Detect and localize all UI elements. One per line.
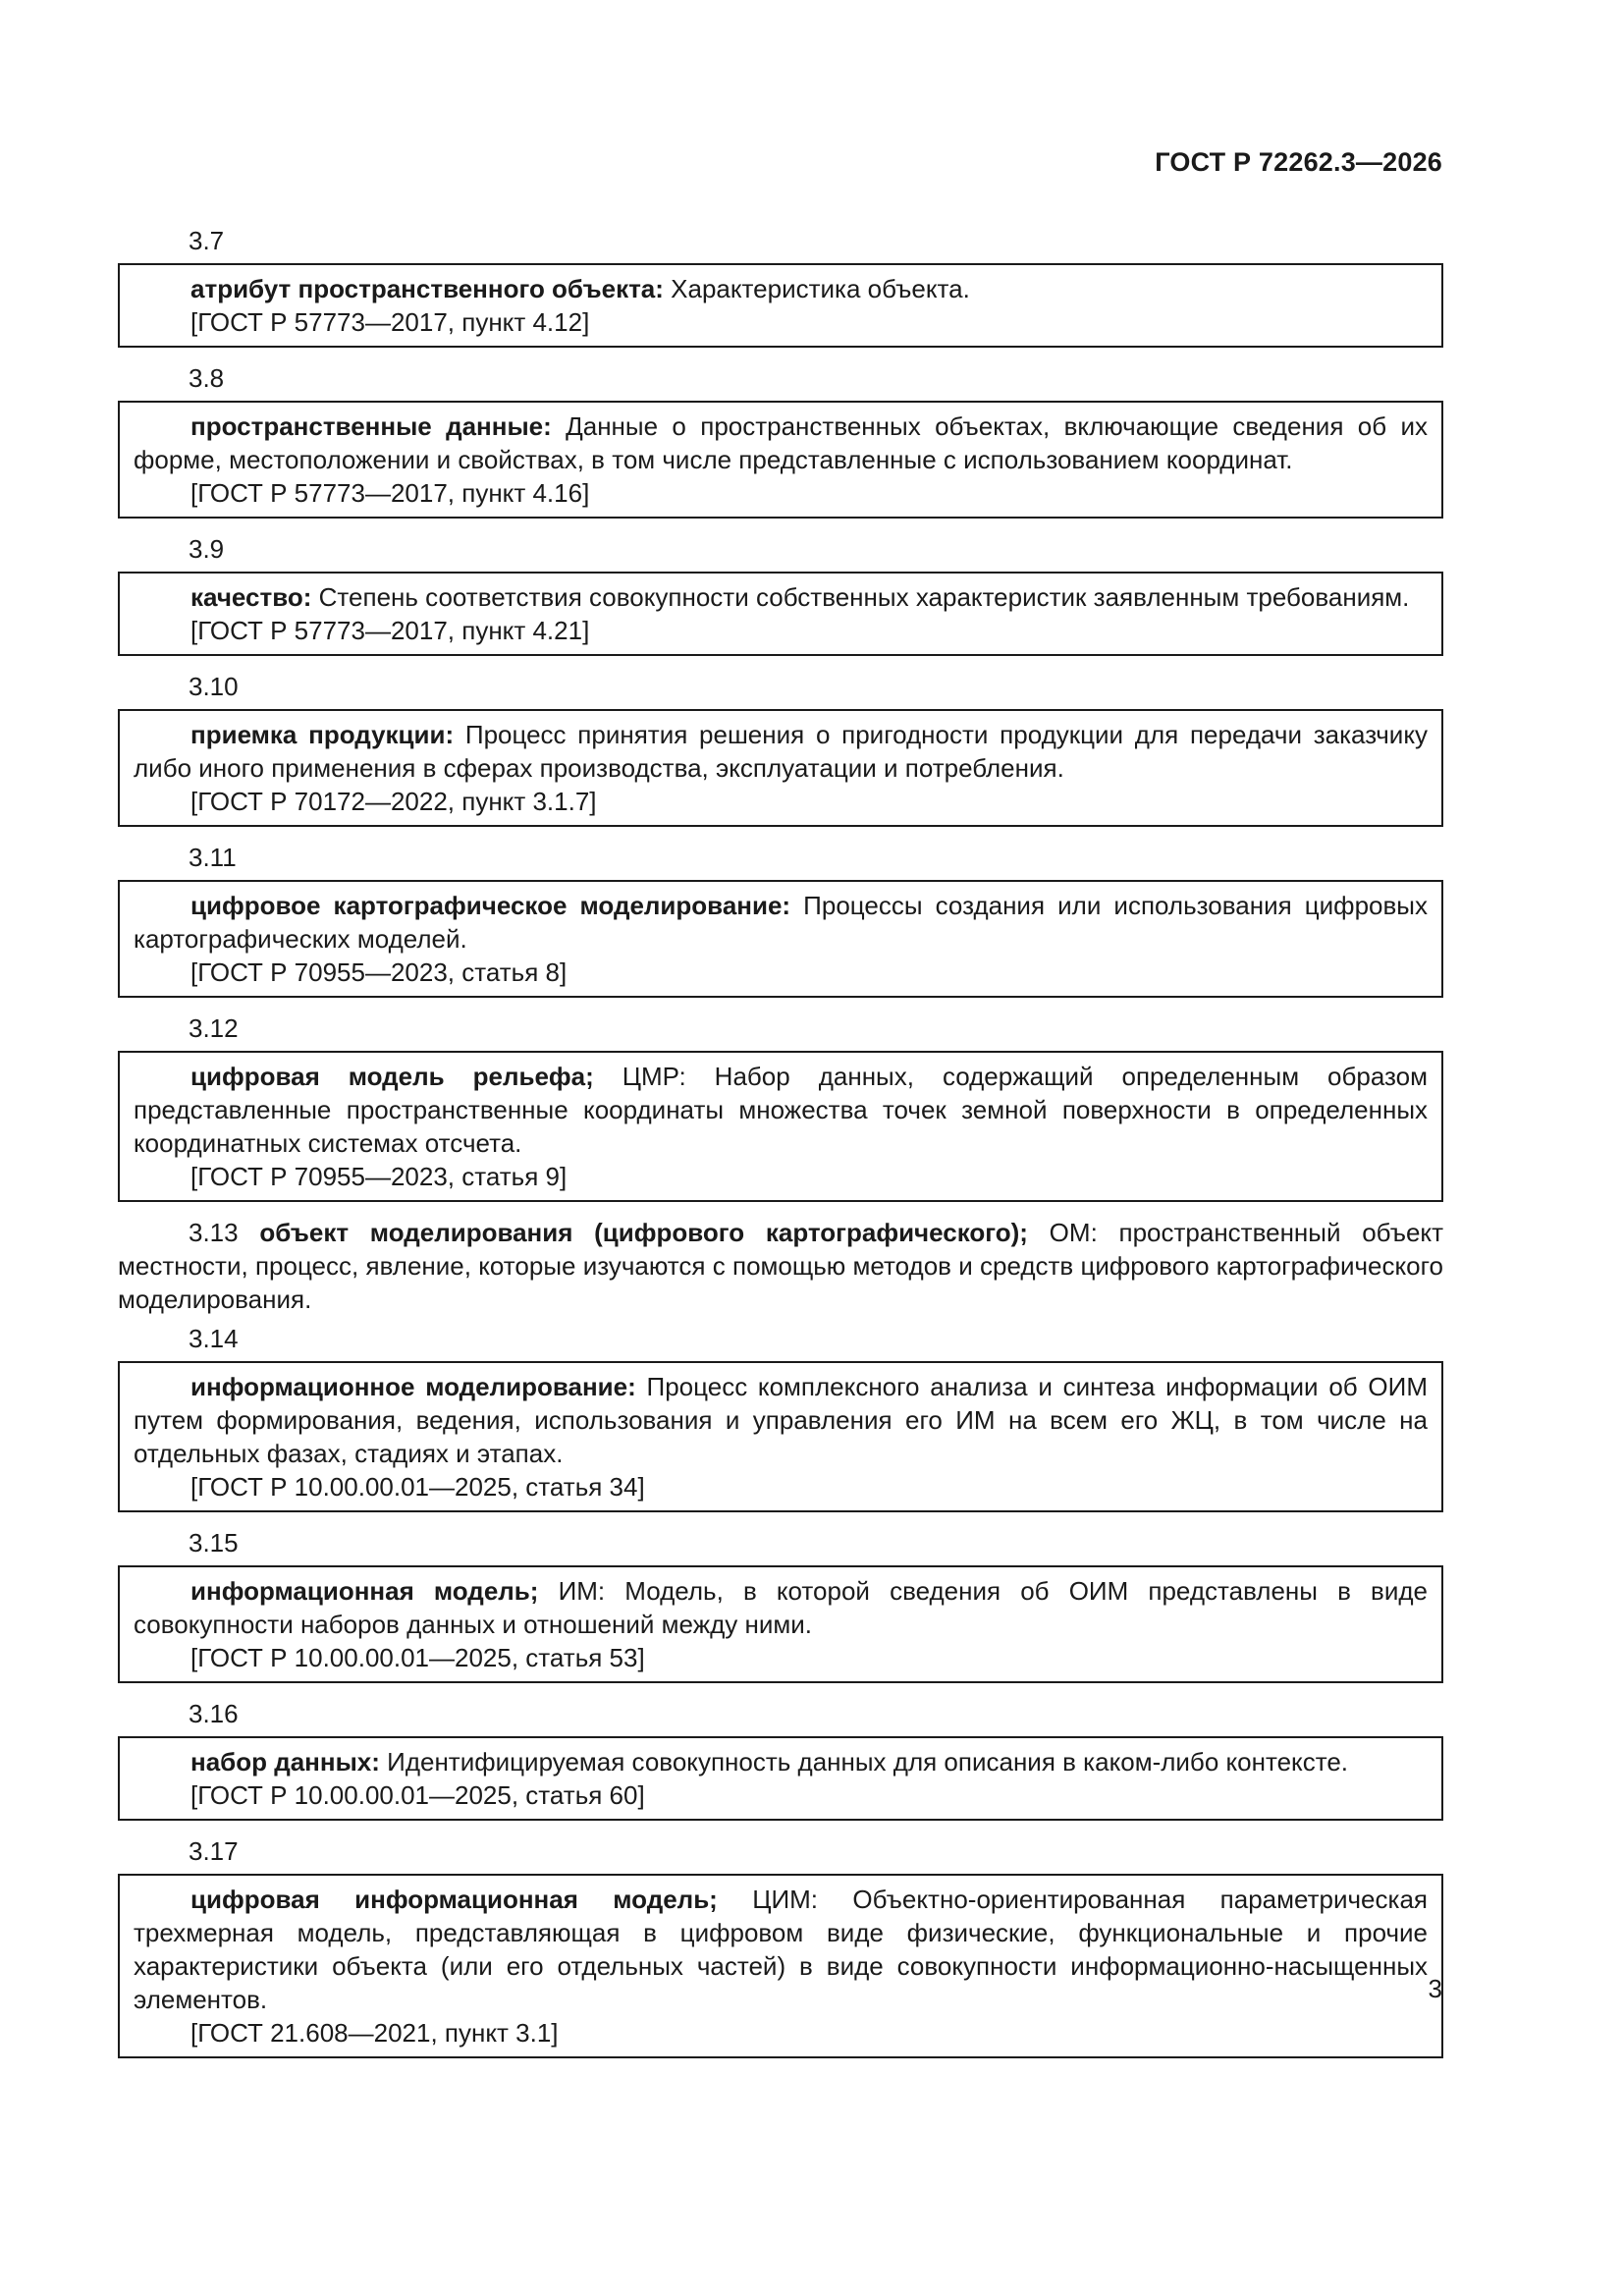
term-definition [134,718,1428,785]
term-number: 3.17 [189,1836,239,1866]
term-definition-text: Данные о пространственных объектах, включающие сведения об их форме, местоположении и свойствах, в том числе представленные с использованием координат. [134,411,1428,474]
term-number-inline: 3.13 [189,1218,239,1247]
term-box [118,880,1443,998]
term-name: качество: [190,582,312,612]
term-box [118,709,1443,827]
term-box [118,1736,1443,1821]
term-source: [ГОСТ Р 57773—2017, пункт 4.16] [190,478,590,508]
term-definition [134,410,1428,476]
term-name: цифровая информационная модель; [190,1885,718,1914]
document-id-header: ГОСТ Р 72262.3—2026 [1155,147,1442,177]
term-definition-text: ИМ: Модель, в которой сведения об ОИМ представлены в виде совокупности наборов данных и отношений между ними. [134,1576,1428,1639]
term-box [118,401,1443,519]
term-number: 3.9 [189,534,225,564]
term-definition [134,1370,1428,1470]
term-box [118,572,1443,656]
terms-section [118,224,1443,2072]
term-definition [134,1745,1428,1778]
term-number: 3.16 [189,1699,239,1728]
term-name: приемка продукции: [190,720,455,749]
term-name: информационная модель; [190,1576,539,1606]
term-name: пространственные данные: [190,411,552,441]
term-definition-text: Идентифицируемая совокупность данных для описания в каком-либо контексте. [379,1747,1349,1777]
term-box [118,1565,1443,1683]
term-definition [134,889,1428,956]
term-plain-paragraph [118,1216,1443,1316]
term-definition-text: Характеристика объекта. [663,274,970,303]
term-definition [134,580,1428,614]
term-definition-text: Процессы создания или использования цифровых картографических моделей. [134,891,1428,954]
term-definition [134,1883,1428,2016]
term-definition-text: ЦИМ: Объектно-ориентированная параметрическая трехмерная модель, представляющая в цифровом виде физические, функциональные и прочие характеристики объекта (или его отдельных частей) в виде совокупности информационно-насыщенных элементов. [134,1885,1428,2014]
term-name: цифровая модель рельефа; [190,1062,594,1091]
term-definition-text: Степень соответствия совокупности собственных характеристик заявленным требованиям. [311,582,1410,612]
term-name: атрибут пространственного объекта: [190,274,664,303]
term-definition-text: ЦМР: Набор данных, содержащий определенным образом представленные пространственные координаты множества точек земной поверхности в определенных координатных системах отсчета. [134,1062,1428,1158]
page-number: 3 [1428,1974,1442,2003]
term-box [118,263,1443,348]
term-definition [134,1574,1428,1641]
term-box [118,1051,1443,1202]
term-source: [ГОСТ Р 10.00.00.01—2025, статья 53] [190,1643,645,1672]
term-source: [ГОСТ Р 70955—2023, статья 8] [190,957,568,987]
term-number: 3.12 [189,1013,239,1043]
term-definition [134,272,1428,305]
term-name: цифровое картографическое моделирование: [190,891,791,920]
term-source: [ГОСТ 21.608—2021, пункт 3.1] [190,2018,559,2048]
term-definition [134,1060,1428,1160]
term-number: 3.11 [189,843,237,872]
term-name: объект моделирования (цифрового картографического); [259,1218,1028,1247]
term-number: 3.8 [189,363,225,393]
term-source: [ГОСТ Р 10.00.00.01—2025, статья 34] [190,1472,645,1502]
term-name: набор данных: [190,1747,380,1777]
term-source: [ГОСТ Р 70955—2023, статья 9] [190,1162,568,1191]
term-number: 3.14 [189,1324,239,1353]
term-definition-text: ОМ: пространственный объект местности, процесс, явление, которые изучаются с помощью методов и средств цифрового картографического моделирования. [118,1218,1443,1314]
term-source: [ГОСТ Р 57773—2017, пункт 4.12] [190,307,590,337]
term-source: [ГОСТ Р 70172—2022, пункт 3.1.7] [190,787,597,816]
term-definition-text: Процесс принятия решения о пригодности продукции для передачи заказчику либо иного применения в сферах производства, эксплуатации и потребления. [134,720,1428,783]
term-number: 3.15 [189,1528,239,1558]
term-definition-text: Процесс комплексного анализа и синтеза информации об ОИМ путем формирования, ведения, использования и управления его ИМ на всем его ЖЦ, в том числе на отдельных фазах, стадиях и этапах. [134,1372,1428,1468]
term-box [118,1874,1443,2058]
term-source: [ГОСТ Р 57773—2017, пункт 4.21] [190,616,590,645]
term-name: информационное моделирование: [190,1372,636,1401]
term-source: [ГОСТ Р 10.00.00.01—2025, статья 60] [190,1780,645,1810]
term-number: 3.10 [189,672,239,701]
term-number: 3.7 [189,226,225,255]
term-box [118,1361,1443,1512]
